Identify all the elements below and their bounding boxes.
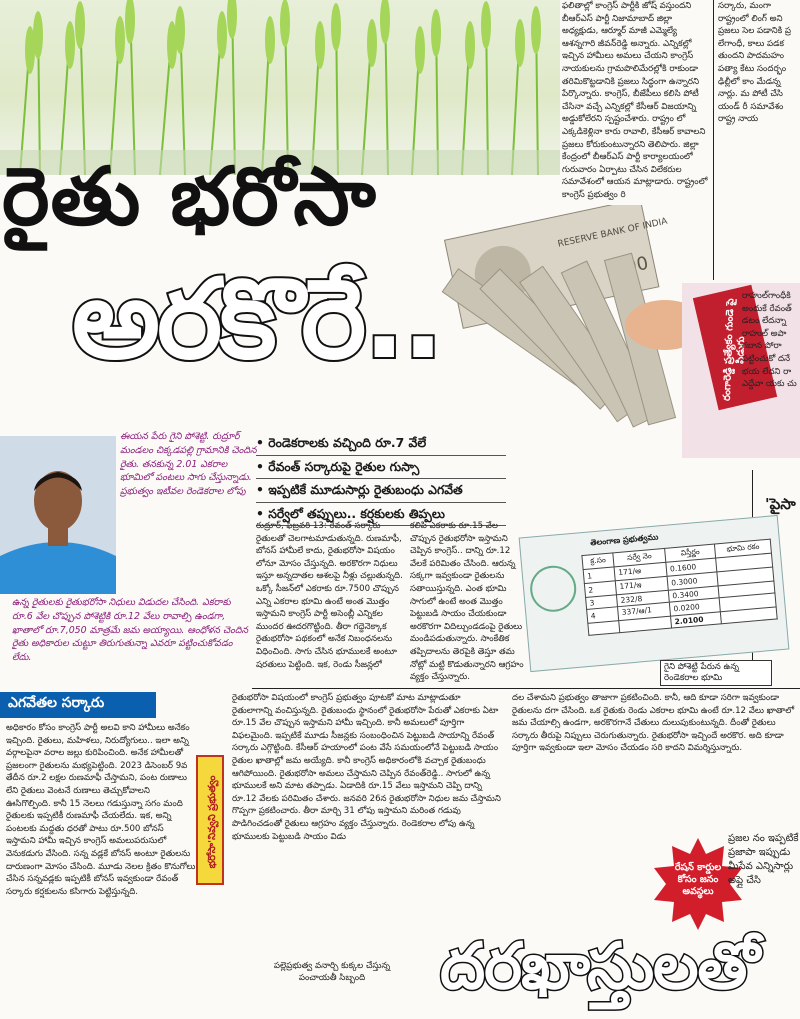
land-table bbox=[581, 539, 777, 636]
bullet-item: • రేవంత్ సర్కారుపై రైతుల గుస్సా bbox=[256, 456, 506, 480]
land-record-document bbox=[519, 515, 790, 672]
table-header: భూమి రకం bbox=[715, 539, 772, 558]
horizontal-divider bbox=[252, 688, 800, 689]
currency-notes-image bbox=[425, 205, 725, 455]
bottom-caption: పల్లెప్రభుత్వ వనార్చి కుక్కల చేస్తున్న పంచాయతీ సిబ్బంది bbox=[273, 961, 391, 983]
subheadline-bullets bbox=[256, 432, 506, 526]
table-cell: 337/ఆ/1 bbox=[618, 602, 671, 620]
bullet-item: • ఇప్పటికే మూడుసార్లు రైతుబంధు ఎగవేత bbox=[256, 479, 506, 503]
table-cell: 1 bbox=[583, 567, 615, 584]
svg-text:RESERVE BANK OF INDIA: RESERVE BANK OF INDIA bbox=[556, 216, 669, 250]
left-story-column: అధికారం కోసం కాంగ్రెస్ పార్టీ అలవి కాని హామీలు అనేకం ఇచ్చింది. రైతులు, మహిళలు, నిరుద్యోగులు.. ఇలా అన్ని వర్గాలపైనా వరాల జల్లు కురిపించింది. అనేక హామీలతో ప్రజలంగా రైతులను మభ్యపెట్టింది. 2023 డిసెంబర్ 9వ తేదీన రూ.2 లక్షల రుణమాఫీ చేస్తామని, పంట రుణాలు లేని రైతులు వెంటనే రుణాలు తెచ్చుకోవాలని ఊసిగొల్పింది. కానీ 15 నెలలు గడుస్తున్నా సగం మంది రైతులకు ఇప్పటికీ రుణమాఫీ చేయలేదు. ఇక, అన్ని పంటలకు మద్దతు ధరతో పాటు రూ.500 బోనస్ ఇస్తామని హామీ ఇచ్చిన కాంగ్రెస్ అమలుపరుసులో వెనుకడుగు వేసింది. సన్న వడ్లకే బోనస్ అంటూ రైతులను దారుణంగా మోసం చేసింది. మూడు నెలల క్రితం కొనుగోలు చేసిన సన్నవడ్లకు ఇప్పటికీ బోనస్ ఇవ్వకుండా రేవంత్ సర్కారు కర్షకులను కసిగారు పెట్టిస్తున్నది. bbox=[6, 723, 196, 897]
table-cell: 2.0100 bbox=[671, 612, 722, 628]
table-cell: 0.3000 bbox=[667, 572, 718, 590]
table-cell: 171/ఇ bbox=[615, 576, 668, 594]
paddy-field-image bbox=[0, 0, 560, 175]
right-story-column: దల చేశామని ప్రభుత్వం తాజాగా ప్రకటించింది. కానీ, ఆది కూడా సరిగా ఇవ్వకుండా రైతులను దగా చేసింది. ఒక రైతుకు రెండు ఎకరాల భూమి ఉంటే రూ.12 వేలు ఖాతాలో జమ చేయాల్సి ఉండగా, అరకొరగానే చేతులు దులుపుకుంటున్నది. దీంతో రైతులు సర్కారు తీరుపై నిప్పులు చెరుగుతున్నారు. రైతుభరోసా ఇచ్చిందే అరకొర. అది కూడా పూర్తిగా ఇవ్వకుండా ఇలా మోసం చేయడం సరి కాదని విమర్శిస్తున్నారు. bbox=[512, 693, 795, 754]
vertical-stamp-text: భరోసా'నివ్వని ప్రభుత్వం bbox=[207, 775, 218, 869]
side-heading: 'పైసా bbox=[765, 495, 796, 513]
story-column-1: రుద్రూర్, ఫిబ్రవరి 13: రేవంత్ సర్కారు రైతులతో చెలగాటమాడుతున్నది. రుణమాఫీ, బోనస్ హామీలే కాదు, రైతుభరోసా విషయం లోనూ మోసం చేస్తున్నది. అరకొరగా నిధులు ఇస్తూ అన్నదాతల ఆశలపై నీళ్లు చల్లుతున్నది. ఒక్కో సీజన్‌లో ఎకరాకు రూ.7500 చొప్పున ఎన్ని ఎకరాల భూమి ఉంటే అంత మొత్తం ఇస్తామని కాంగ్రెస్ పార్టీ అసెంబ్లీ ఎన్నికల ముందర ఊదరగొట్టింది. తీరా గద్దెనెక్కాక రైతుభరోసా పథకంలో అనేక నిబంధనలను విధించింది. సాగు చేసిన భూములకే అంటూ షరతులు పెట్టింది. ఇక, రెండు సీజన్లలో bbox=[256, 521, 403, 670]
bullet-item: • రెండెకరాలకు వచ్చింది రూ.7 వేలే bbox=[256, 432, 506, 456]
side-story-text: రాహుల్‌గాంధీకి అందుకే రేవంత్ డటం లేదన్నా రాహుల్ అపా గబాన పోరా పట్టించుకో దనే భయ లేదని రా ఎద్దేవా యకు చు bbox=[742, 291, 797, 390]
section-heading: ఎగవేతల సర్కారు bbox=[0, 692, 156, 718]
land-caption: గైని పోశెట్టి పేరున ఉన్న రెండెకరాల భూమి bbox=[660, 660, 772, 686]
seal-icon bbox=[528, 564, 578, 614]
middle-story-column: రైతుభరోసా విషయంలో కాంగ్రెస్ ప్రభుత్వం పూటకో మాట మాట్లాడుతూ రైతులాగాన్ని వంచిస్తున్నది. రైతుబంధు స్థానంలో రైతుభరోసా పేరుతో ఎకరాకు ఏటా రూ.15 వేల చొప్పున ఇస్తామని హామీ ఇచ్చింది. కానీ అమలులో పూర్తిగా విఫలమైంది. ఇప్పటికే మూడు సీజన్లకు సంబంధించిన పెట్టుబడి సాయాన్ని రేవంత్ సర్కారు ఎగ్గొట్టింది. కేసీఆర్ హయాంలో పంట వేసే సమయంలోనే పెట్టుబడి సాయం రైతుల ఖాతాల్లో జమ అయ్యేది. కానీ కాంగ్రెస్ అధికారంలోకి వచ్చాక రైతుబంధు ఆగిపోయింది. రైతుభరోసా అమలు చేస్తామని చెప్పిన రేవంత్‌రెడ్డి.. సాగులో ఉన్న భూములకే అని మాట తప్పాడు. ఏడాదికి రూ.15 వేలు ఇస్తామని చెప్పి దాన్ని రూ.12 వేలకు పరిమితం చేశారు. జనవరి 26న రైతుభరోసా నిధుల జమ చేస్తామని గొప్పగా ప్రకటించారు. తీరా మార్చి 31 లోపు ఇస్తామని మరింత గడువు పొడిగించడంతో రైతులు ఆగ్రహం వ్యక్తం చేస్తున్నారు. రెండెకరాల లోపు ఉన్న భూములకు పెట్టుబడి సాయం విడు bbox=[232, 693, 501, 842]
table-cell: 0.0200 bbox=[669, 598, 720, 616]
headline-line2: అరకొరే.. bbox=[72, 255, 441, 383]
table-cell: 0.1600 bbox=[666, 558, 717, 576]
land-card-title: తెలంగాణ ప్రభుత్వము bbox=[589, 532, 659, 548]
table-cell: 3 bbox=[586, 595, 618, 610]
table-cell: 171/ఆ bbox=[614, 562, 667, 580]
bottom-right-snippet: ప్రజల నం ఇప్పటికే ప్రజాపా ఇప్పుడు మీసేవ ఎన్నిసార్లు అప్లై చేసి bbox=[728, 833, 799, 886]
table-cell: 2 bbox=[584, 581, 616, 598]
photo-caption-bottom: ఉన్న రైతులకు రైతుభరోసా నిధులు విడుదల చేసింది. ఎకరాకు రూ.6 వేల చొప్పున పోశెట్టికి రూ.12 వేలు రావాల్సి ఉండగా, ఖాతాలో రూ.7,050 మాత్రమే జమ అయ్యాయి. ఆంధోళన చెందిన రైతు అధికారుల చుట్టూ తిరుగుతున్నా ఎవరూ పట్టించుకోవడం లేదు. bbox=[12, 597, 249, 664]
headline-line1: రైతు భరోసా bbox=[2, 150, 377, 243]
bottom-headline: దరఖాస్తులతో bbox=[440, 930, 759, 1004]
top-right-column-1: ఫలితాల్లో కాంగ్రెస్ పార్టీకి జోష్ వస్తుందని బీఆర్ఎస్ పార్టీ నిజామాబాద్ జిల్లా అధ్యక్షుడు, ఆర్మూర్ మాజీ ఎమ్మెల్యే ఆశన్నగారి జీవన్‌రెడ్డి అన్నారు. ఎన్నికల్లో ఇచ్చిన హామీలు అమలు చేయని కాంగ్రెస్ నాయకులను గ్రామపొలిమేరల్లోకి రాకుండా తరిమికొట్టడానికి ప్రజలు సిద్ధంగా ఉన్నారని పేర్కొన్నారు. కాంగ్రెస్, బీజేపీలు కలిసి పోటీ చేసినా వచ్చే ఎన్నికల్లో కేసీఆర్ విజయాన్ని అడ్డుకోలేరని స్పష్టంచేశారు. రాష్ట్రం లో ఎక్కడికెళ్లినా కారు రావాలి, కేసీఆర్ కావాలని ప్రజలు కోరుకుంటున్నారని తెలిపారు. జిల్లా కేంద్రంలో బీఆర్ఎస్ పార్టీ కార్యాలయంలో గురువారం ఏర్పాటు చేసిన విలేకరుల సమావేశంలో ఆయన మాట్లాడారు. రాష్ట్రంలో కాంగ్రెస్ ప్రభుత్వం రి bbox=[562, 1, 708, 200]
farmer-photo bbox=[0, 436, 116, 594]
red-stamp-text: రంగారెడ్డి ప్రత్యేకం గుండె పై పిడుగు bbox=[721, 298, 748, 402]
vertical-stamp bbox=[196, 755, 224, 885]
table-header: విస్తీర్ణం bbox=[665, 544, 716, 562]
burst-text: రేషన్ కార్డుల కోసం జనం అవస్థలు bbox=[674, 862, 722, 897]
story-column-2: కలిపి ఎకరాకు రూ.15 వేల చొప్పున రైతుభరోసా ఇస్తామని చెప్పిన కాంగ్రెస్.. దాన్ని రూ.12 వేలకే పరిమితం చేసింది. ఆరున్న సక్కగా ఇవ్వకుండా రైతులను సతాయిస్తున్నది. ఎంత భూమి సాగులో ఉంటే అంత మొత్తం పెట్టుబడి సాయం చేయకుండా అరకొరగా విదిల్చుండడంపై రైతులు మండిపడుతున్నారు. సాంకేతిక తప్పిదాలను తెరపైకి తెస్తూ తమ నోట్లో మట్టి కొడుతున్నారని ఆగ్రహం వ్యక్తం చేస్తున్నారు. bbox=[410, 521, 524, 683]
table-header: సర్వే నెం bbox=[613, 548, 666, 566]
table-cell: 232/8 bbox=[617, 590, 670, 606]
top-right-column-2: సర్కారు, మంగా రాష్ట్రంలో లింగ్ అని ప్రజలు సెల పడానికి ప్ర లేగాంధీ, కాలు పడక తుందని పాదమహం పత్యా కేటు సందర్భం ఢిల్లీలో కాం మేడన్న నార్లు. మ పోటీ చేసి యండ్ రీ సమావేశం రాష్ట్ర నాయ bbox=[718, 1, 792, 125]
table-header: క్ర.సం bbox=[582, 553, 614, 570]
photo-caption-side: ఈయన పేరు గైని పోశెట్టి. రుద్రూర్ మండలం చిక్కడపల్లి గ్రామానికి చెందిన రైతు. తనకున్న 2.01 ఎకరాల భూమిలో పంటలు సాగు చేస్తున్నాడు. ప్రభుత్వం ఇటీవల రెండెకరాల లోపు bbox=[120, 431, 257, 498]
table-cell bbox=[588, 621, 620, 636]
bullet-item: • సర్వేలో తప్పులు.. కర్షకులకు తిప్పలు bbox=[256, 503, 506, 527]
table-cell: 0.3400 bbox=[668, 586, 719, 602]
table-cell: 4 bbox=[587, 607, 619, 624]
